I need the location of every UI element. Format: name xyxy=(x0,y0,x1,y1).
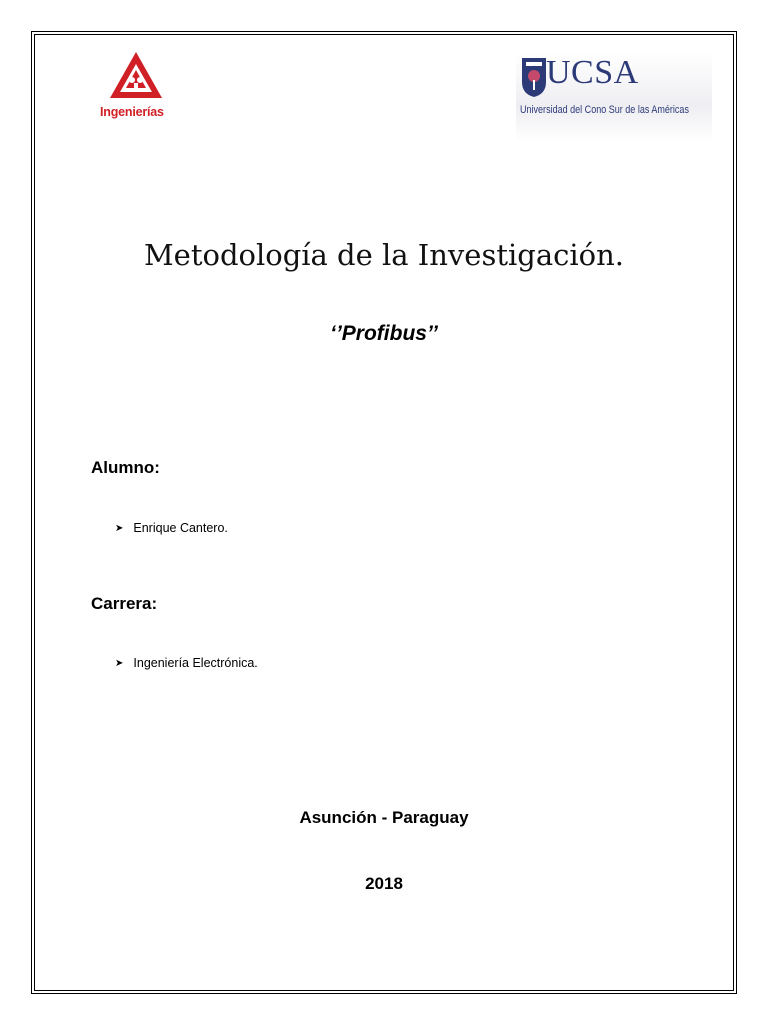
document-title: Metodología de la Investigación. xyxy=(143,238,624,272)
ucsa-logo-subtitle: Universidad del Cono Sur de las Américas xyxy=(520,104,689,116)
ingenierias-logo xyxy=(98,50,178,122)
ucsa-logo-name: UCSA xyxy=(546,54,639,91)
warning-triangle-icon xyxy=(108,50,164,102)
bullet-arrow-icon: ➤ xyxy=(115,522,124,534)
ingenierias-logo-text: Ingenierías xyxy=(100,105,164,119)
ucsa-logo xyxy=(516,52,712,142)
alumno-heading: Alumno: xyxy=(91,458,160,477)
university-shield-icon xyxy=(520,56,548,98)
carrera-heading: Carrera: xyxy=(91,594,158,613)
carrera-name: Ingeniería Electrónica. xyxy=(133,656,258,670)
alumno-name: Enrique Cantero. xyxy=(133,521,228,535)
document-subtitle: ‘’Profibus’’ xyxy=(330,322,438,345)
page-border xyxy=(31,31,737,994)
location-text: Asunción - Paraguay xyxy=(299,808,469,827)
alumno-list-item xyxy=(115,521,228,535)
carrera-list-item xyxy=(115,656,258,670)
bullet-arrow-icon: ➤ xyxy=(115,657,124,669)
year-text: 2018 xyxy=(365,874,403,893)
